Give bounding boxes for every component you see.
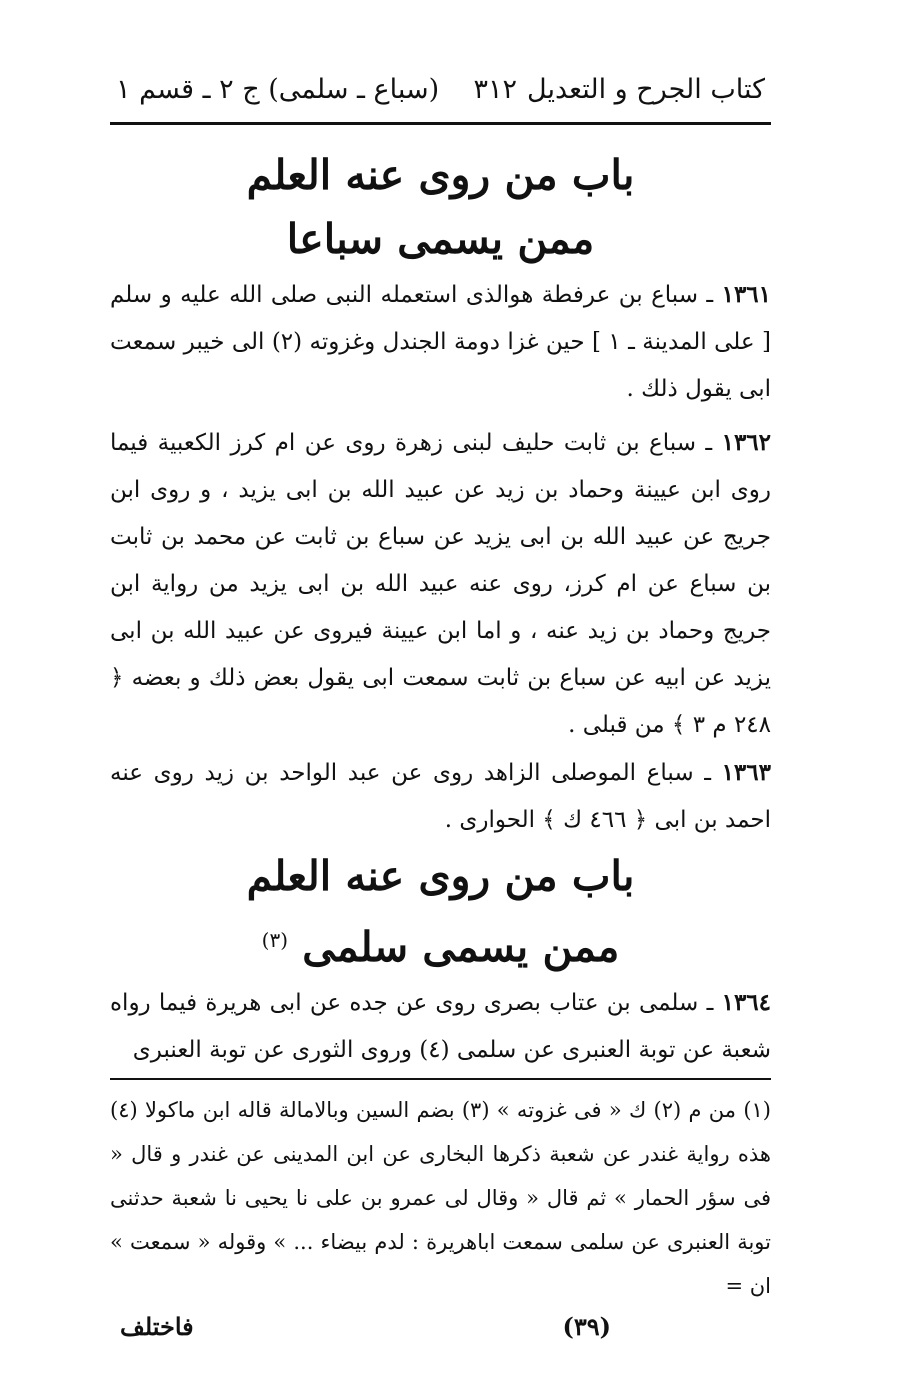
entry-1363 [110, 749, 771, 844]
footnote-rule [110, 1078, 771, 1080]
section-heading-2-line2: ممن يسمى سلمى [302, 923, 620, 971]
section-heading-2b [110, 908, 771, 979]
entry-number: ١٣٦٣ [721, 759, 771, 786]
book-title: كتاب الجرح و التعديل [527, 74, 765, 105]
section-heading-2-line1: باب من روى عنه العلم [246, 852, 635, 900]
entry-number: ١٣٦٢ [721, 429, 772, 456]
running-header [110, 72, 771, 108]
heading-footnote-ref: (٣) [261, 928, 288, 952]
entry-1362 [110, 419, 771, 749]
section-heading-1-line2: ممن يسمى سباعا [286, 215, 595, 263]
section-heading-1b [110, 207, 771, 271]
entry-number: ١٣٦١ [721, 281, 772, 308]
header-center [116, 72, 517, 108]
entry-1361 [110, 271, 771, 413]
entry-text: ـ سباع بن ثابت حليف لبنى زهرة روى عن ام كرز الكعبية فيما روى ابن عيينة وحماد بن زيد عن عبيد الله بن ابى يزيد ، و روى ابن جريج عن عبيد الله بن ابى يزيد عن سباع بن ثابت عن محمد بن ثابت بن سباع عن ام كرز، روى عنه عبيد الله بن ابى يزيد من رواية ابن جريج وحماد بن زيد عنه ، و اما ابن عيينة فيروى عن عبيد الله بن ابى يزيد عن ابيه عن سباع بن ثابت سمعت ابى يقول بعض ذلك و بعضه ﴿ ٢٤٨ م ٣ ﴾ من قبلى . [110, 430, 771, 738]
catchword: فاختلف [120, 1312, 194, 1341]
header-rule [110, 122, 771, 125]
section-range: (سباع ـ سلمى) ج ٢ ـ قسم ١ [116, 74, 440, 105]
page-number: ٣١٢ [473, 74, 518, 105]
entry-1364 [110, 979, 771, 1074]
signature-mark: (٣٩) [562, 1312, 611, 1341]
footnotes: (١) من م (٢) ك « فى غزوته » (٣) بضم السين وبالامالة قاله ابن ماكولا (٤) هذه رواية غندر عن شعبة ذكرها البخارى عن ابن المدينى عن غندر و قال « فى سؤر الحمار » ثم قال « وقال لى عمرو بن على نا يحيى نا شعبة حدثنى توبة العنبرى عن سلمى سمعت اباهريرة : لدم بيضاء ... » وقوله « سمعت » ان = [110, 1098, 771, 1298]
section-heading-1 [110, 143, 771, 207]
entry-text: ـ سباع بن عرفطة هوالذى استعمله النبى صلى الله عليه و سلم [ على المدينة ـ ١ ] حين غزا دومة الجندل وغزوته (٢) الى خيبر سمعت ابى يقول ذلك . [110, 282, 771, 402]
entry-number: ١٣٦٤ [721, 989, 772, 1016]
page-footer [110, 1312, 771, 1341]
entry-text: ـ سلمى بن عتاب بصرى روى عن جده عن ابى هريرة فيما رواه شعبة عن توبة العنبرى عن سلمى (٤) وروى الثورى عن توبة العنبرى [110, 990, 771, 1063]
entry-text: ـ سباع الموصلى الزاهد روى عن عبد الواحد بن زيد روى عنه احمد بن ابى ﴿ ٤٦٦ ك ﴾ الحوارى . [110, 760, 771, 833]
section-heading-1-line1: باب من روى عنه العلم [246, 151, 635, 199]
section-heading-2 [110, 844, 771, 908]
